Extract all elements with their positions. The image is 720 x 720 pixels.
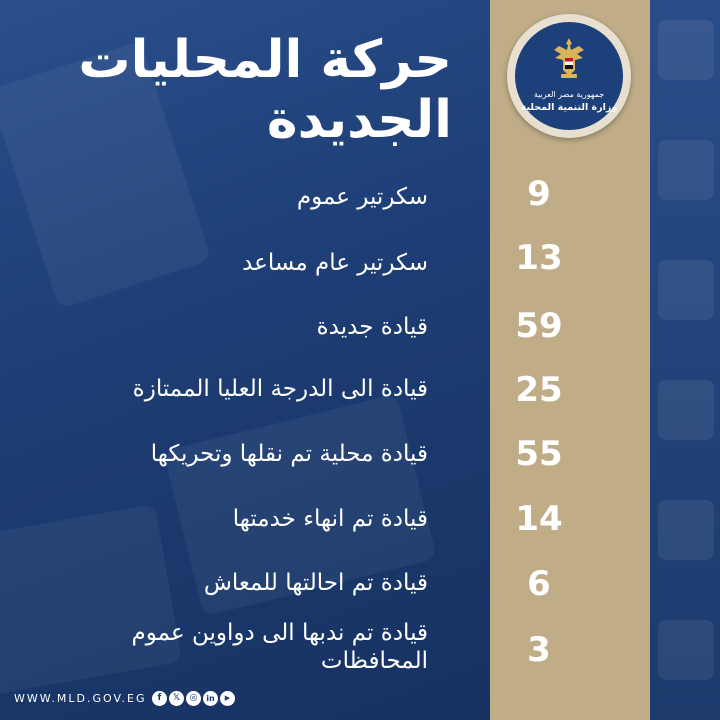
title-line-2: الجديدة [266,90,452,150]
bg-tile [658,140,714,200]
page-title [12,30,452,150]
row-number: 25 [515,370,563,410]
row-number: 55 [515,434,563,474]
row-number: 13 [515,238,563,278]
row-label: سكرتير عام مساعد [242,250,428,276]
row-number: 9 [527,174,551,214]
row-label: قيادة الى الدرجة العليا الممتازة [132,376,428,402]
row-label: سكرتير عموم [296,184,428,210]
x-icon[interactable]: 𝕏 [169,691,184,706]
row-label: قيادة تم انهاء خدمتها [232,506,428,532]
bg-tile [658,380,714,440]
logo-ministry-name: وزارة التنمية المحلية [520,102,618,113]
row-label: قيادة تم احالتها للمعاش [203,570,428,596]
ministry-logo [507,14,631,138]
egypt-eagle-icon [553,36,585,80]
instagram-icon[interactable]: ◎ [186,691,201,706]
row-number: 3 [527,630,551,670]
title-line-1: حركة المحليات [78,30,452,90]
youtube-icon[interactable]: ▶ [220,691,235,706]
row-number: 6 [527,564,551,604]
facebook-icon[interactable]: f [152,691,167,706]
bg-tile [658,620,714,680]
bg-tile [658,260,714,320]
row-label: قيادة تم ندبها الى دواوين عموم المحافظات [131,620,428,674]
bg-tile [658,20,714,80]
row-number: 14 [515,499,563,539]
row-label: قيادة جديدة [316,314,428,340]
linkedin-icon[interactable]: in [203,691,218,706]
row-label: قيادة محلية تم نقلها وتحريكها [150,441,428,467]
bg-tile [658,500,714,560]
right-strip [650,0,720,720]
logo-country-name: جمهورية مصر العربية [533,90,605,99]
logo-inner [515,22,623,130]
website-url[interactable]: WWW.MLD.GOV.EG [14,692,147,705]
row-number: 59 [515,306,563,346]
